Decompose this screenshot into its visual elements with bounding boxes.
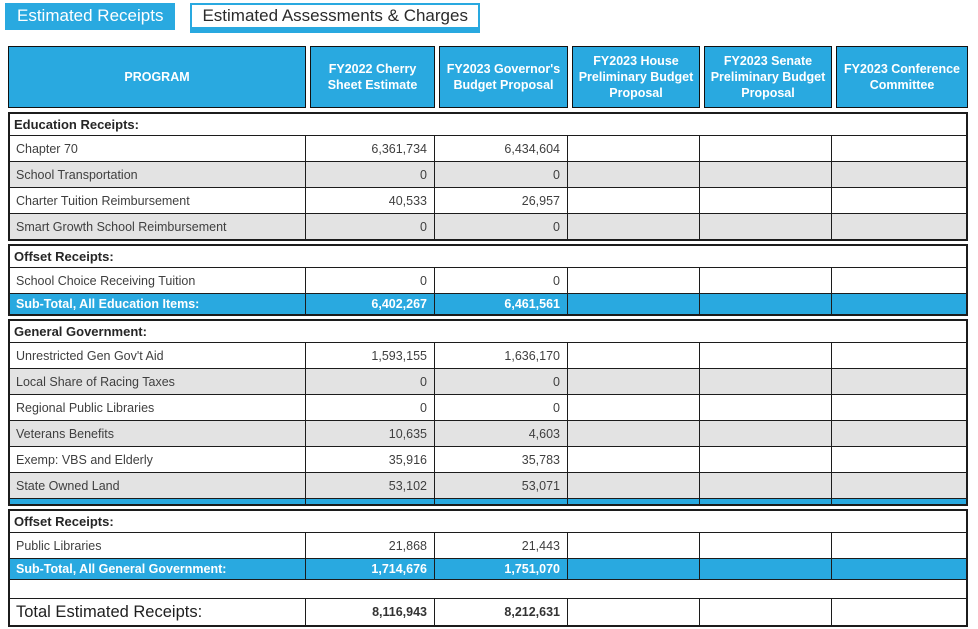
- value-cell: [700, 473, 832, 498]
- column-header-fy2023-conference: [834, 46, 968, 110]
- value-cell: [700, 533, 832, 558]
- table-row-thin: [10, 498, 966, 504]
- value-cell: [568, 214, 700, 239]
- value-cell: [700, 294, 832, 314]
- table-section-block: [8, 244, 968, 316]
- value-cell: [832, 533, 966, 558]
- table-row-data: [10, 368, 966, 394]
- value-cell: [700, 343, 832, 368]
- table-row-data: [10, 394, 966, 420]
- value-cell: [700, 162, 832, 187]
- value-cell: [568, 395, 700, 420]
- section-header-label: Offset Receipts:: [14, 249, 114, 264]
- value-cell: [568, 369, 700, 394]
- table-section-block: [8, 509, 968, 627]
- value-cell: 21,443: [435, 533, 568, 558]
- value-cell: 4,603: [435, 421, 568, 446]
- value-cell: 0: [435, 369, 568, 394]
- column-header-label: FY2023 House Preliminary Budget Proposal: [572, 46, 700, 108]
- program-cell: State Owned Land: [10, 473, 306, 498]
- table-body: [8, 112, 968, 627]
- cherry-sheet-table: [8, 46, 968, 627]
- value-cell: 1,751,070: [435, 559, 568, 579]
- value-cell: 53,102: [306, 473, 435, 498]
- value-cell: [832, 447, 966, 472]
- value-cell: 1,636,170: [435, 343, 568, 368]
- table-row-data: [10, 135, 966, 161]
- value-cell: 10,635: [306, 421, 435, 446]
- thin-subtotal-cell: [10, 499, 306, 504]
- value-cell: [568, 473, 700, 498]
- value-cell: [832, 421, 966, 446]
- table-row-data: [10, 446, 966, 472]
- program-cell: Total Estimated Receipts:: [10, 599, 306, 625]
- value-cell: [832, 214, 966, 239]
- table-section-block: [8, 112, 968, 241]
- table-row-subtotal: [10, 558, 966, 579]
- thin-subtotal-cell: [700, 499, 832, 504]
- value-cell: [832, 162, 966, 187]
- value-cell: 21,868: [306, 533, 435, 558]
- value-cell: [700, 214, 832, 239]
- value-cell: 6,461,561: [435, 294, 568, 314]
- value-cell: [832, 559, 966, 579]
- value-cell: 53,071: [435, 473, 568, 498]
- column-header-label: PROGRAM: [8, 46, 306, 108]
- value-cell: 35,916: [306, 447, 435, 472]
- value-cell: 0: [306, 162, 435, 187]
- program-cell: Sub-Total, All General Government:: [10, 559, 306, 579]
- value-cell: [568, 533, 700, 558]
- value-cell: [832, 343, 966, 368]
- value-cell: 40,533: [306, 188, 435, 213]
- table-row-data: [10, 187, 966, 213]
- thin-subtotal-cell: [435, 499, 568, 504]
- value-cell: [700, 136, 832, 161]
- value-cell: [568, 294, 700, 314]
- table-row-data: [10, 420, 966, 446]
- value-cell: [700, 369, 832, 394]
- value-cell: [832, 268, 966, 293]
- value-cell: 0: [306, 369, 435, 394]
- table-row-total: [10, 598, 966, 625]
- value-cell: [832, 369, 966, 394]
- value-cell: [832, 395, 966, 420]
- value-cell: [568, 162, 700, 187]
- program-cell: Public Libraries: [10, 533, 306, 558]
- value-cell: [832, 599, 966, 625]
- section-header-label: General Government:: [14, 324, 147, 339]
- column-header-label: FY2023 Senate Preliminary Budget Proposal: [704, 46, 832, 108]
- value-cell: [832, 188, 966, 213]
- program-cell: Exemp: VBS and Elderly: [10, 447, 306, 472]
- program-cell: Local Share of Racing Taxes: [10, 369, 306, 394]
- program-cell: School Transportation: [10, 162, 306, 187]
- value-cell: [568, 447, 700, 472]
- value-cell: 35,783: [435, 447, 568, 472]
- value-cell: [832, 294, 966, 314]
- value-cell: [832, 136, 966, 161]
- value-cell: [568, 268, 700, 293]
- tab-estimated-receipts[interactable]: Estimated Receipts: [5, 3, 175, 30]
- table-section-block: [8, 319, 968, 506]
- value-cell: 0: [435, 162, 568, 187]
- value-cell: [832, 473, 966, 498]
- value-cell: 6,434,604: [435, 136, 568, 161]
- program-cell: School Choice Receiving Tuition: [10, 268, 306, 293]
- value-cell: [700, 559, 832, 579]
- value-cell: 0: [306, 395, 435, 420]
- value-cell: 0: [306, 214, 435, 239]
- program-cell: Veterans Benefits: [10, 421, 306, 446]
- column-header-fy2023-senate: [702, 46, 834, 110]
- column-header-fy2023-house: [570, 46, 702, 110]
- value-cell: [568, 599, 700, 625]
- column-header-label: FY2023 Governor's Budget Proposal: [439, 46, 568, 108]
- table-row-section: [10, 246, 966, 267]
- program-cell: Charter Tuition Reimbursement: [10, 188, 306, 213]
- value-cell: 26,957: [435, 188, 568, 213]
- thin-subtotal-cell: [306, 499, 435, 504]
- value-cell: [700, 395, 832, 420]
- column-header-fy2022-cherry-sheet: [308, 46, 437, 110]
- section-header-label: Education Receipts:: [14, 117, 139, 132]
- table-row-data: [10, 472, 966, 498]
- table-row-section: [10, 321, 966, 342]
- value-cell: [568, 343, 700, 368]
- value-cell: 6,361,734: [306, 136, 435, 161]
- program-cell: Chapter 70: [10, 136, 306, 161]
- program-cell: Smart Growth School Reimbursement: [10, 214, 306, 239]
- value-cell: 0: [435, 268, 568, 293]
- value-cell: 0: [435, 214, 568, 239]
- column-header-label: FY2022 Cherry Sheet Estimate: [310, 46, 435, 108]
- value-cell: [568, 559, 700, 579]
- table-row-empty: [10, 579, 966, 598]
- table-row-data: [10, 213, 966, 239]
- value-cell: [568, 136, 700, 161]
- table-row-data: [10, 161, 966, 187]
- table-row-data: [10, 267, 966, 293]
- value-cell: [568, 188, 700, 213]
- empty-row-cell: [10, 580, 966, 598]
- value-cell: [700, 447, 832, 472]
- table-row-data: [10, 342, 966, 368]
- program-cell: Unrestricted Gen Gov't Aid: [10, 343, 306, 368]
- value-cell: [700, 188, 832, 213]
- value-cell: 1,714,676: [306, 559, 435, 579]
- value-cell: [700, 268, 832, 293]
- column-header-fy2023-governor: [437, 46, 570, 110]
- program-cell: Sub-Total, All Education Items:: [10, 294, 306, 314]
- table-row-subtotal: [10, 293, 966, 314]
- value-cell: 8,212,631: [435, 599, 568, 625]
- column-header-program: [8, 46, 308, 110]
- column-header-label: FY2023 Conference Committee: [836, 46, 968, 108]
- tab-estimated-assessments-charges[interactable]: Estimated Assessments & Charges: [190, 3, 480, 33]
- value-cell: 0: [306, 268, 435, 293]
- value-cell: [568, 421, 700, 446]
- value-cell: 8,116,943: [306, 599, 435, 625]
- value-cell: 1,593,155: [306, 343, 435, 368]
- table-header-row: [8, 46, 968, 110]
- table-row-section: [10, 114, 966, 135]
- value-cell: 6,402,267: [306, 294, 435, 314]
- table-row-section: [10, 511, 966, 532]
- value-cell: [700, 421, 832, 446]
- thin-subtotal-cell: [568, 499, 700, 504]
- table-row-data: [10, 532, 966, 558]
- thin-subtotal-cell: [832, 499, 966, 504]
- section-header-label: Offset Receipts:: [14, 514, 114, 529]
- tab-bar: [5, 3, 480, 33]
- value-cell: 0: [435, 395, 568, 420]
- program-cell: Regional Public Libraries: [10, 395, 306, 420]
- value-cell: [700, 599, 832, 625]
